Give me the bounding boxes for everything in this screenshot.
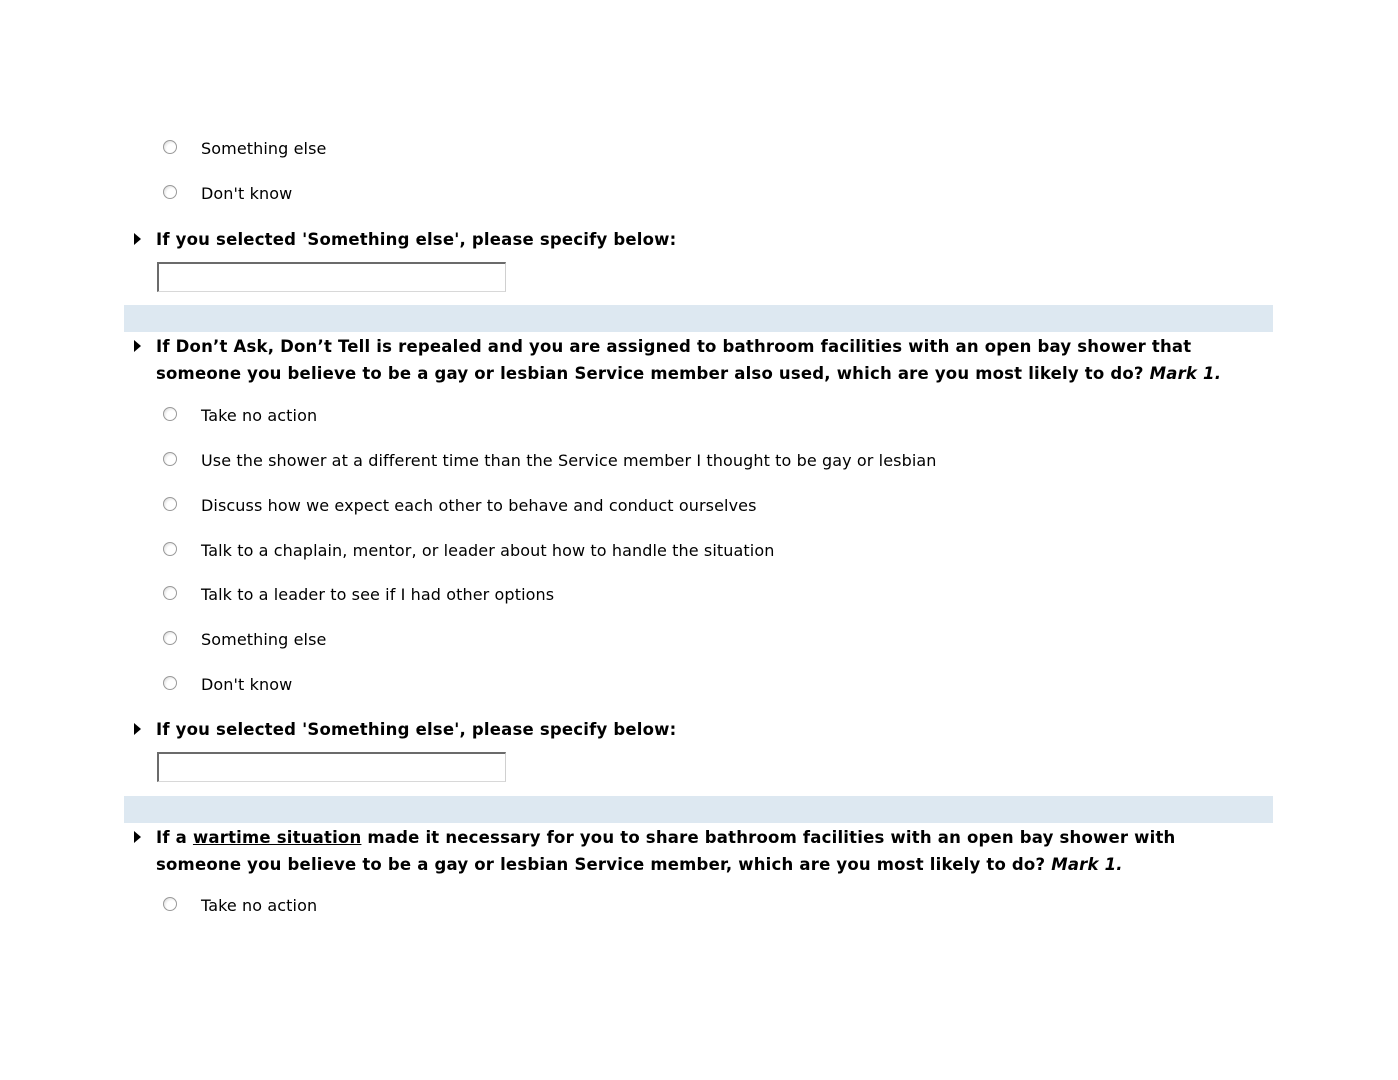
caret-right-icon [134,233,141,245]
question-text [156,824,1266,878]
option-something-else [0,140,1398,170]
radio-button[interactable] [163,140,177,154]
option-label: Something else [201,630,327,649]
specify-prompt: If you selected 'Something else', please specify below: [156,720,677,739]
question-body: If Don’t Ask, Don’t Tell is repealed and you are assigned to bathroom facilities with an open bay shower that someone you believe to be a gay or lesbian Service member also used, which are you most likely to do? [156,337,1192,383]
radio-button[interactable] [163,497,177,511]
specify-input[interactable] [157,262,506,292]
radio-button[interactable] [163,407,177,421]
option-different-time [0,452,1398,482]
option-label: Something else [201,139,327,158]
question-text [156,333,1266,387]
radio-button[interactable] [163,897,177,911]
mark-instruction: Mark 1. [1051,855,1123,874]
option-label: Don't know [201,675,293,694]
option-leader [0,586,1398,616]
option-take-no-action [0,407,1398,437]
radio-button[interactable] [163,452,177,466]
option-label: Take no action [201,406,318,425]
option-label: Talk to a chaplain, mentor, or leader about how to handle the situation [201,541,775,560]
section-divider [124,796,1273,823]
radio-button[interactable] [163,676,177,690]
option-label: Talk to a leader to see if I had other options [201,585,555,604]
question-emphasis: wartime situation [192,828,362,847]
section-divider [124,305,1273,332]
mark-instruction: Mark 1. [1149,364,1222,383]
question-body: made it necessary for you to share bathroom facilities with an open bay shower with someone you believe to be a gay or lesbian Service member, which are you most likely to do? [156,828,1176,874]
caret-right-icon [134,831,141,843]
radio-button[interactable] [163,586,177,600]
option-take-no-action [0,897,1398,927]
option-label: Don't know [201,184,293,203]
caret-right-icon [134,340,141,352]
option-label: Use the shower at a different time than the Service member I thought to be gay or lesbian [201,451,937,470]
option-label: Discuss how we expect each other to behave and conduct ourselves [201,496,757,515]
question-prefix: If a [156,828,187,847]
specify-prompt: If you selected 'Something else', please specify below: [156,230,677,249]
radio-button[interactable] [163,542,177,556]
option-dont-know [0,676,1398,706]
radio-button[interactable] [163,185,177,199]
option-dont-know [0,185,1398,215]
caret-right-icon [134,723,141,735]
option-something-else [0,631,1398,661]
option-chaplain [0,542,1398,572]
radio-button[interactable] [163,631,177,645]
option-label: Take no action [201,896,318,915]
specify-input[interactable] [157,752,506,782]
option-discuss [0,497,1398,527]
